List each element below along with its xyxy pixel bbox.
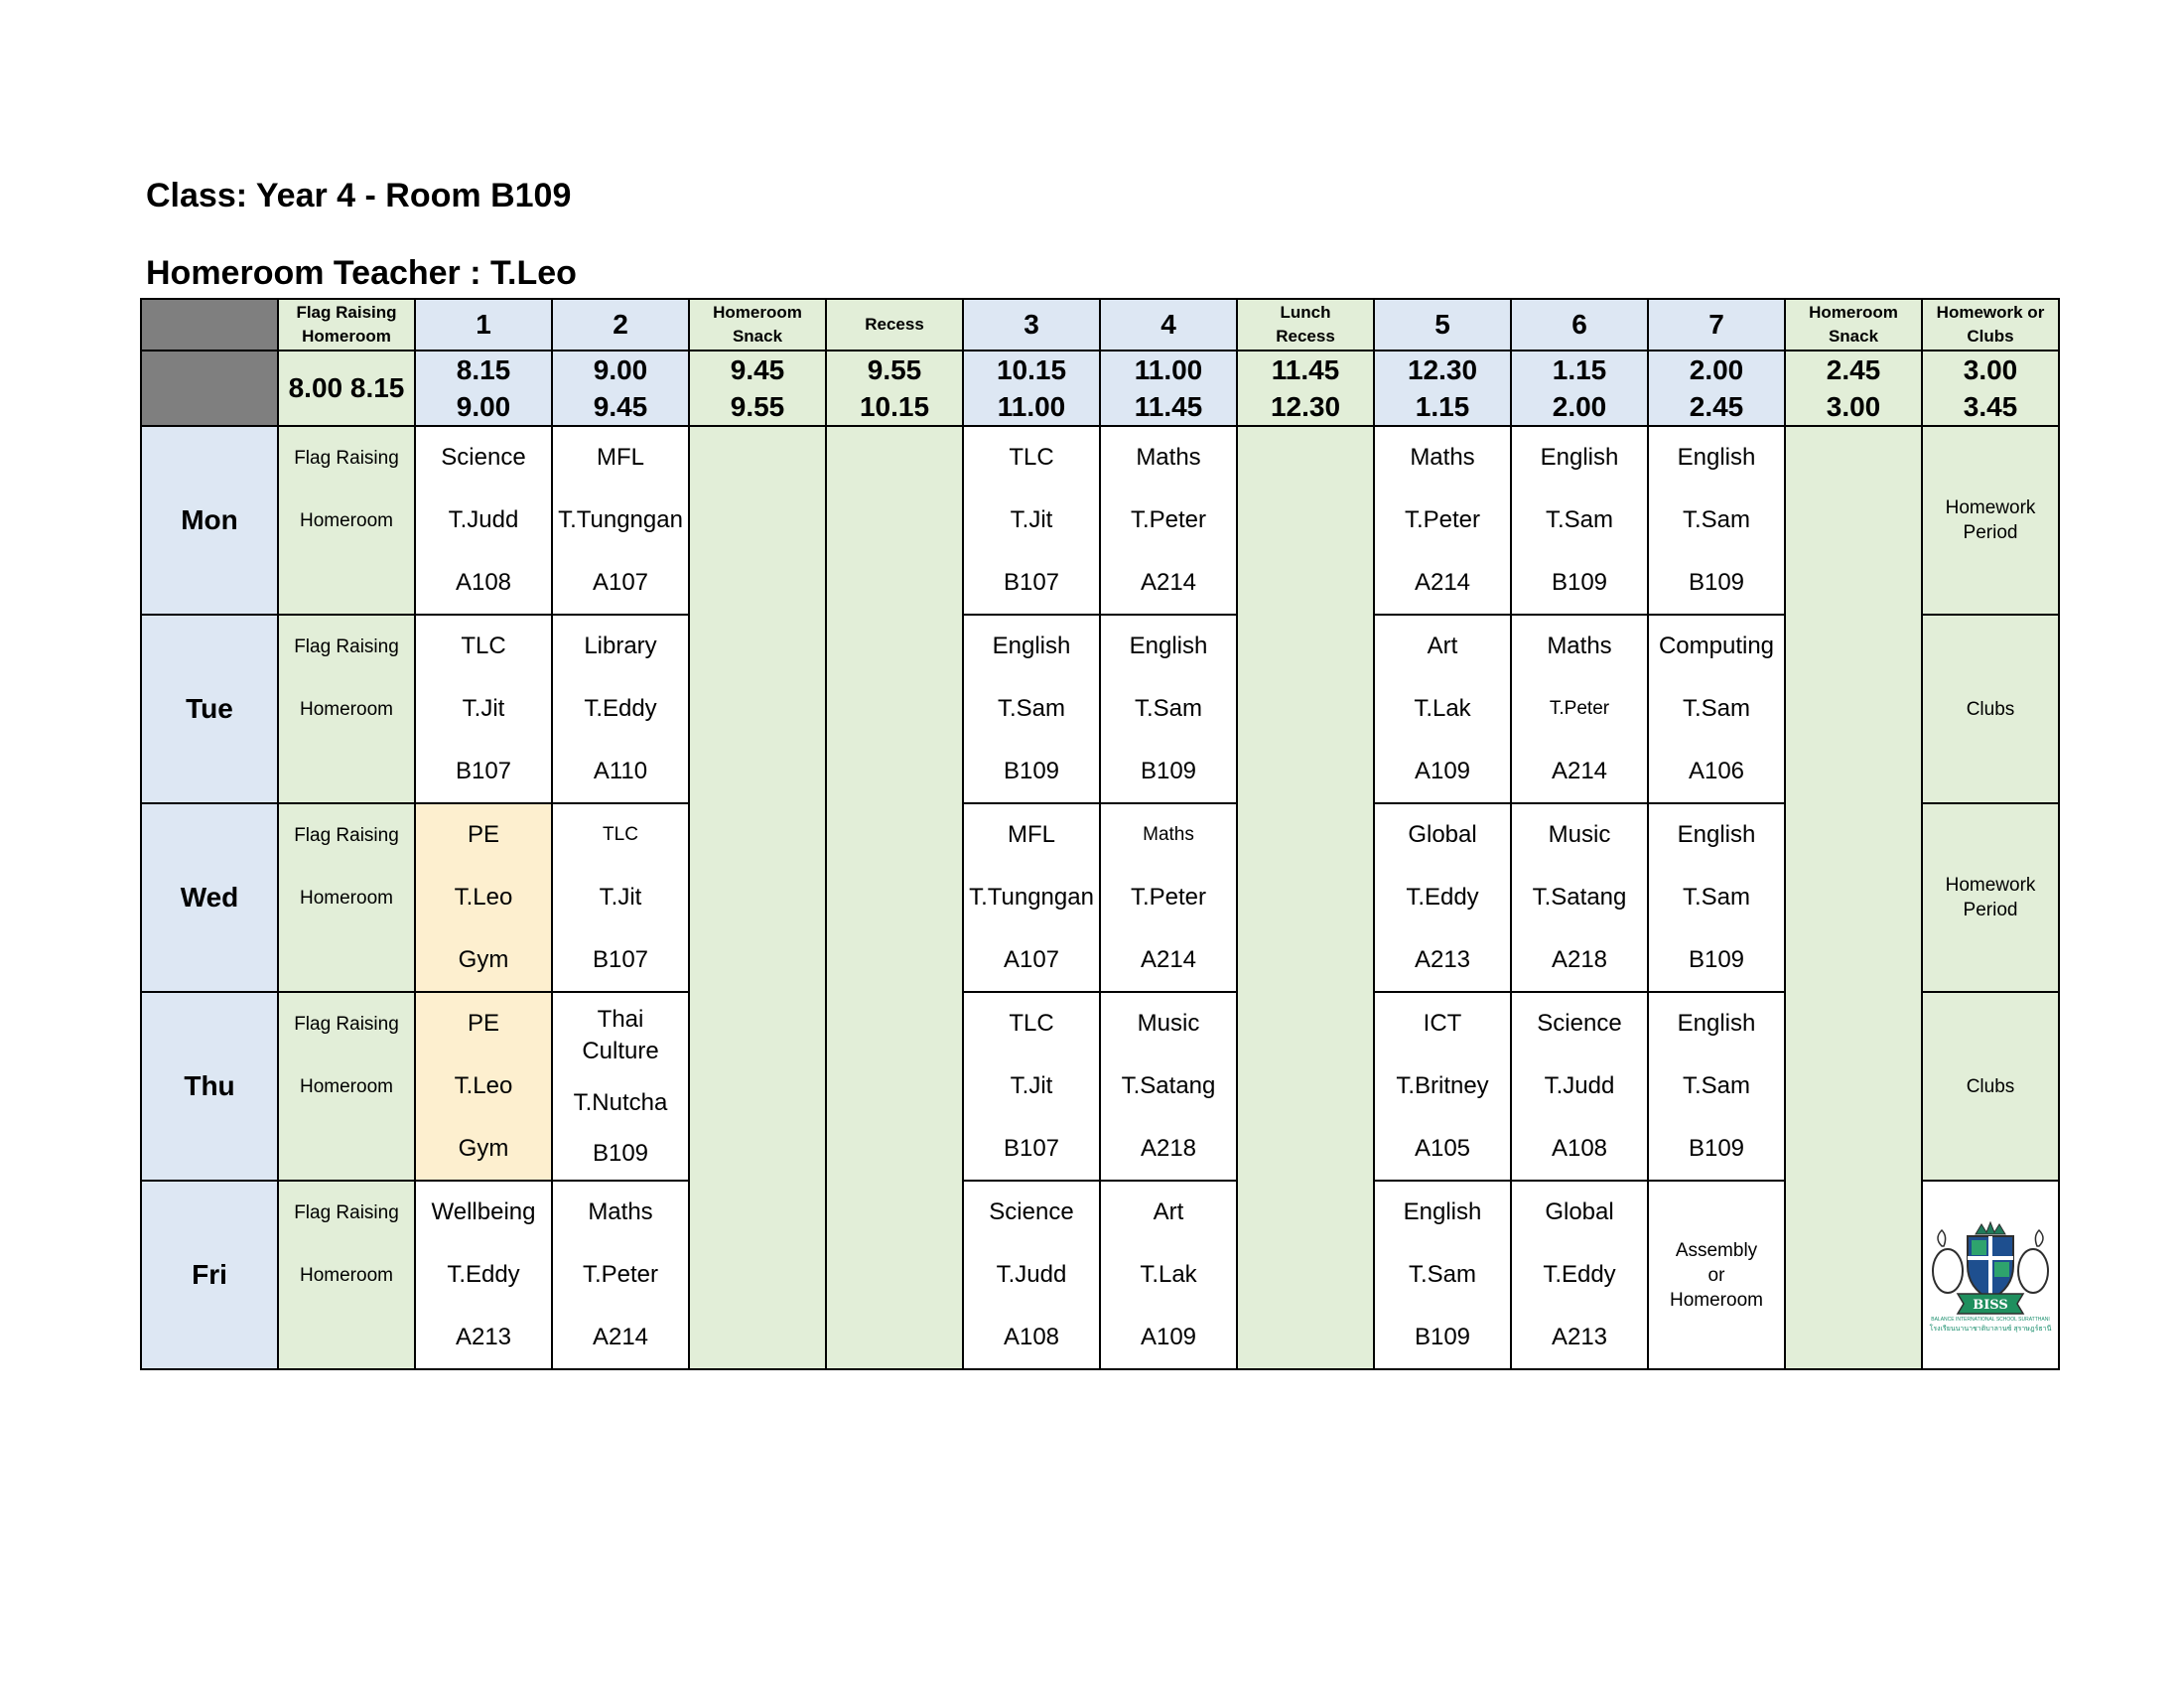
header-homework-or-clubs: Homework or Clubs (1922, 299, 2059, 351)
lesson-cell: Maths T.Peter A214 (1100, 803, 1237, 992)
day-label: Fri (141, 1181, 278, 1369)
header-period-3: 3 (963, 299, 1100, 351)
lesson-cell: Computing T.Sam A106 (1648, 615, 1785, 803)
header-period-5: 5 (1374, 299, 1511, 351)
lesson-cell: ICT T.Britney A105 (1374, 992, 1511, 1181)
header-period-7: 7 (1648, 299, 1785, 351)
lesson-cell: TLC T.Jit B107 (552, 803, 689, 992)
time-recess: 9.55 10.15 (826, 351, 963, 426)
header-recess: Recess (826, 299, 963, 351)
time-homeroom-snack-2: 2.45 3.00 (1785, 351, 1922, 426)
svg-text:BISS: BISS (1973, 1298, 2008, 1313)
flag-raising-cell: Flag Raising Homeroom (278, 615, 415, 803)
day-row-tue (141, 615, 2059, 803)
lesson-cell: Art T.Lak A109 (1100, 1181, 1237, 1369)
time-period-1: 8.15 9.00 (415, 351, 552, 426)
lesson-cell: Music T.Satang A218 (1511, 803, 1648, 992)
period-header-row (141, 299, 2059, 351)
time-row (141, 351, 2059, 426)
lesson-cell: English T.Sam B109 (1648, 426, 1785, 615)
flag-raising-cell: Flag Raising Homeroom (278, 992, 415, 1181)
lesson-cell: MFL T.Tungngan A107 (552, 426, 689, 615)
lesson-cell: Science T.Judd A108 (415, 426, 552, 615)
time-period-5: 12.30 1.15 (1374, 351, 1511, 426)
lesson-cell-pe: PE T.Leo Gym (415, 803, 552, 992)
time-period-3: 10.15 11.00 (963, 351, 1100, 426)
lesson-cell: English T.Sam B109 (1511, 426, 1648, 615)
day-label: Thu (141, 992, 278, 1181)
homework-clubs-cell: Clubs (1922, 615, 2059, 803)
lesson-cell: Wellbeing T.Eddy A213 (415, 1181, 552, 1369)
lesson-cell: Maths T.Peter A214 (1100, 426, 1237, 615)
recess-block (826, 426, 963, 1369)
lesson-cell: Science T.Judd A108 (963, 1181, 1100, 1369)
homework-clubs-cell: Clubs (1922, 992, 2059, 1181)
lesson-cell: Thai Culture T.Nutcha B109 (552, 992, 689, 1181)
flag-raising-cell: Flag Raising Homeroom (278, 426, 415, 615)
time-corner-cell (141, 351, 278, 426)
header-homeroom-snack-1: Homeroom Snack (689, 299, 826, 351)
lesson-cell: English T.Sam B109 (1100, 615, 1237, 803)
day-row-wed (141, 803, 2059, 992)
lesson-cell: English T.Sam B109 (963, 615, 1100, 803)
day-row-mon (141, 426, 2059, 615)
time-period-7: 2.00 2.45 (1648, 351, 1785, 426)
header-period-2: 2 (552, 299, 689, 351)
lesson-cell: Maths T.Peter A214 (1374, 426, 1511, 615)
header-flag-raising: Flag Raising Homeroom (278, 299, 415, 351)
corner-cell (141, 299, 278, 351)
time-period-6: 1.15 2.00 (1511, 351, 1648, 426)
time-flag-raising: 8.00 8.15 (278, 351, 415, 426)
homeroom-snack-2-block (1785, 426, 1922, 1369)
day-label: Tue (141, 615, 278, 803)
day-row-fri (141, 1181, 2059, 1369)
lesson-cell: Global T.Eddy A213 (1511, 1181, 1648, 1369)
header-period-1: 1 (415, 299, 552, 351)
lesson-cell: Maths T.Peter A214 (552, 1181, 689, 1369)
homework-clubs-cell: Homework Period (1922, 803, 2059, 992)
homeroom-snack-1-block (689, 426, 826, 1369)
time-period-2: 9.00 9.45 (552, 351, 689, 426)
school-logo-cell (1922, 1181, 2059, 1369)
lesson-cell: Music T.Satang A218 (1100, 992, 1237, 1181)
day-label: Wed (141, 803, 278, 992)
class-heading: Class: Year 4 - Room B109 (146, 177, 572, 214)
lesson-cell: TLC T.Jit B107 (963, 992, 1100, 1181)
lesson-cell: English T.Sam B109 (1374, 1181, 1511, 1369)
time-period-4: 11.00 11.45 (1100, 351, 1237, 426)
lesson-cell: Global T.Eddy A213 (1374, 803, 1511, 992)
lesson-cell: Science T.Judd A108 (1511, 992, 1648, 1181)
day-row-thu (141, 992, 2059, 1181)
lesson-cell: English T.Sam B109 (1648, 992, 1785, 1181)
time-homeroom-snack-1: 9.45 9.55 (689, 351, 826, 426)
header-lunch-recess: Lunch Recess (1237, 299, 1374, 351)
lunch-recess-block (1237, 426, 1374, 1369)
homeroom-teacher-heading: Homeroom Teacher : T.Leo (146, 254, 577, 292)
lesson-cell: Art T.Lak A109 (1374, 615, 1511, 803)
lesson-cell: TLC T.Jit B107 (415, 615, 552, 803)
day-label: Mon (141, 426, 278, 615)
time-homework-or-clubs: 3.00 3.45 (1922, 351, 2059, 426)
lesson-cell: MFL T.Tungngan A107 (963, 803, 1100, 992)
homework-clubs-cell: Homework Period (1922, 426, 2059, 615)
assembly-cell: Assembly or Homeroom (1648, 1181, 1785, 1369)
school-logo: BISS BALANCE INTERNATIONAL SCHOOL SURATTHANI โรงเรียนนานาชาติบาลานซ์ สุราษฎร์ธานี (1928, 1216, 2053, 1334)
time-lunch-recess: 11.45 12.30 (1237, 351, 1374, 426)
lesson-cell: Library T.Eddy A110 (552, 615, 689, 803)
flag-raising-cell: Flag Raising Homeroom (278, 803, 415, 992)
header-period-4: 4 (1100, 299, 1237, 351)
timetable (140, 298, 2060, 1370)
lesson-cell: English T.Sam B109 (1648, 803, 1785, 992)
lesson-cell: Maths T.Peter A214 (1511, 615, 1648, 803)
header-period-6: 6 (1511, 299, 1648, 351)
school-crest-icon (1928, 1216, 2053, 1316)
lesson-cell-pe: PE T.Leo Gym (415, 992, 552, 1181)
header-homeroom-snack-2: Homeroom Snack (1785, 299, 1922, 351)
lesson-cell: TLC T.Jit B107 (963, 426, 1100, 615)
flag-raising-cell: Flag Raising Homeroom (278, 1181, 415, 1369)
